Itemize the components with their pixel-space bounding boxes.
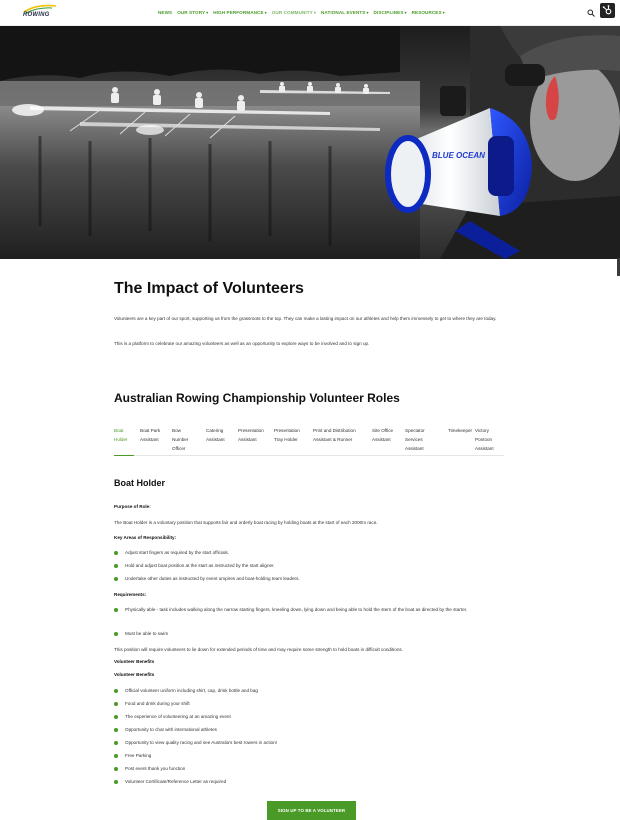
tab-print-and-distribution[interactable]: Print and Distribution Assistant & Runner	[313, 428, 356, 442]
chevron-down-icon: ▾	[264, 10, 267, 15]
list-item: Adjust start fingers as required by the start officials.	[114, 549, 504, 557]
nav-resources[interactable]: RESOURCES▾	[411, 10, 445, 15]
roles-heading: Australian Rowing Championship Volunteer Roles	[114, 391, 400, 405]
bullet-icon	[114, 564, 118, 568]
bullet-icon	[114, 780, 118, 784]
bullet-icon	[114, 741, 118, 745]
bullet-icon	[114, 577, 118, 581]
chevron-down-icon: ▾	[404, 10, 407, 15]
sign-up-volunteer-button[interactable]: SIGN UP TO BE A VOLUNTEER	[267, 801, 356, 820]
list-item: Physically able - task includes walking along the narrow starting fingers, kneeling down, lying down and being able to hold the stern of the boat as directed by the starter.	[114, 606, 504, 614]
chevron-down-icon: ▾	[442, 10, 445, 15]
bullet-icon	[114, 632, 118, 636]
list-item: Must be able to swim	[114, 630, 504, 638]
megaphone-brand-text: BLUE OCEAN	[432, 151, 485, 160]
tab-presentation-tray-holder[interactable]: Presentation Tray Holder	[274, 428, 300, 442]
bullet-icon	[114, 715, 118, 719]
tab-site-office-assistant[interactable]: Site Office Assistant	[372, 428, 394, 442]
list-item: Free Parking	[114, 752, 504, 760]
rowing-logo[interactable]	[22, 4, 60, 22]
list-item: Volunteer Certificate/Reference Letter as required	[114, 778, 504, 786]
bullet-icon	[114, 608, 118, 612]
active-tab-indicator	[114, 455, 134, 456]
bullet-icon	[114, 728, 118, 732]
tab-spectator-services-assistant[interactable]: Spectator Services Assistant	[405, 428, 425, 451]
bullet-icon	[114, 767, 118, 771]
intro-paragraph: Volunteers are a key part of our sport, supporting us from the grassroots to the top. They can make a lasting impact on our athletes and help them immensely to get to where they are today.	[114, 316, 497, 321]
benefits-label: Volunteer Benefits	[114, 672, 155, 677]
page-title: The Impact of Volunteers	[114, 280, 304, 297]
chevron-down-icon: ▾	[313, 10, 316, 15]
bullet-icon	[114, 689, 118, 693]
bullet-icon	[114, 551, 118, 555]
rowing-megaphone-photo	[0, 26, 620, 259]
nav-high-performance[interactable]: HIGH PERFORMANCE▾	[213, 10, 267, 15]
logo-text: ROWING	[23, 12, 50, 18]
nav-national-events[interactable]: NATIONAL EVENTS▾	[320, 10, 369, 15]
bullet-icon	[114, 754, 118, 758]
search-icon[interactable]	[587, 9, 595, 17]
tab-victory-pontoon-assistant[interactable]: Victory Pontoon Assistant	[475, 428, 494, 451]
intro-paragraph-2: This is a platform to celebrate our amazing volunteers as well as an opportunity to explore ways to be involved and to sign up.	[114, 341, 370, 346]
roles-tabs	[114, 426, 504, 456]
nav-our-story[interactable]: OUR STORY▾	[177, 10, 209, 15]
nav-our-community[interactable]: OUR COMMUNITY▾	[271, 10, 316, 15]
main-nav	[158, 10, 445, 15]
list-item: Undertake other duties as instructed by event umpires and boat-holding team leaders.	[114, 575, 504, 583]
list-item: Food and drink during your shift	[114, 700, 504, 708]
chevron-down-icon: ▾	[366, 10, 369, 15]
hubspot-icon[interactable]	[600, 3, 615, 18]
list-item: Opportunity to chat with international athletes	[114, 726, 504, 734]
tab-bow-number-officer[interactable]: Bow Number Officer	[172, 428, 189, 451]
list-item: Official volunteer uniform including shirt, cap, drink bottle and bag	[114, 687, 504, 695]
list-item: Opportunity to view quality racing and see Australia's best rowers in action!	[114, 739, 504, 747]
tab-catering-assistant[interactable]: Catering Assistant	[206, 428, 225, 442]
purpose-text: The Boat Holder is a voluntary position that supports fair and orderly boat racing by holding boats at the start of each 2000m race.	[114, 520, 378, 525]
tab-boat-holder[interactable]: Boat Holder	[114, 428, 128, 442]
role-title: Boat Holder	[114, 478, 166, 488]
hero-image	[0, 26, 620, 259]
tab-boat-park-assistant[interactable]: Boat Park Assistant	[140, 428, 161, 442]
tab-timekeeper[interactable]: Timekeeper	[448, 428, 473, 433]
benefits-label-overlap: Volunteer Benefits	[114, 659, 155, 664]
list-item: Post event thank you function	[114, 765, 504, 773]
list-item: Hold and adjust boat position at the start as instructed by the start aligner.	[114, 562, 504, 570]
nav-news[interactable]: NEWS	[158, 10, 173, 15]
list-item: The experience of volunteering at an amazing event	[114, 713, 504, 721]
tab-presentation-assistant[interactable]: Presentation Assistant	[238, 428, 264, 442]
key-areas-label: Key Areas of Responsibility:	[114, 535, 177, 540]
requirements-note: This position will require volunteers to lie down for extended periods of time and may require some strength to hold boats in difficult conditions.	[114, 647, 403, 652]
bullet-icon	[114, 702, 118, 706]
site-header	[0, 0, 620, 26]
nav-disciplines[interactable]: DISCIPLINES▾	[373, 10, 407, 15]
chevron-down-icon: ▾	[206, 10, 209, 15]
purpose-label: Purpose of Role:	[114, 504, 151, 509]
requirements-label: Requirements:	[114, 592, 147, 597]
